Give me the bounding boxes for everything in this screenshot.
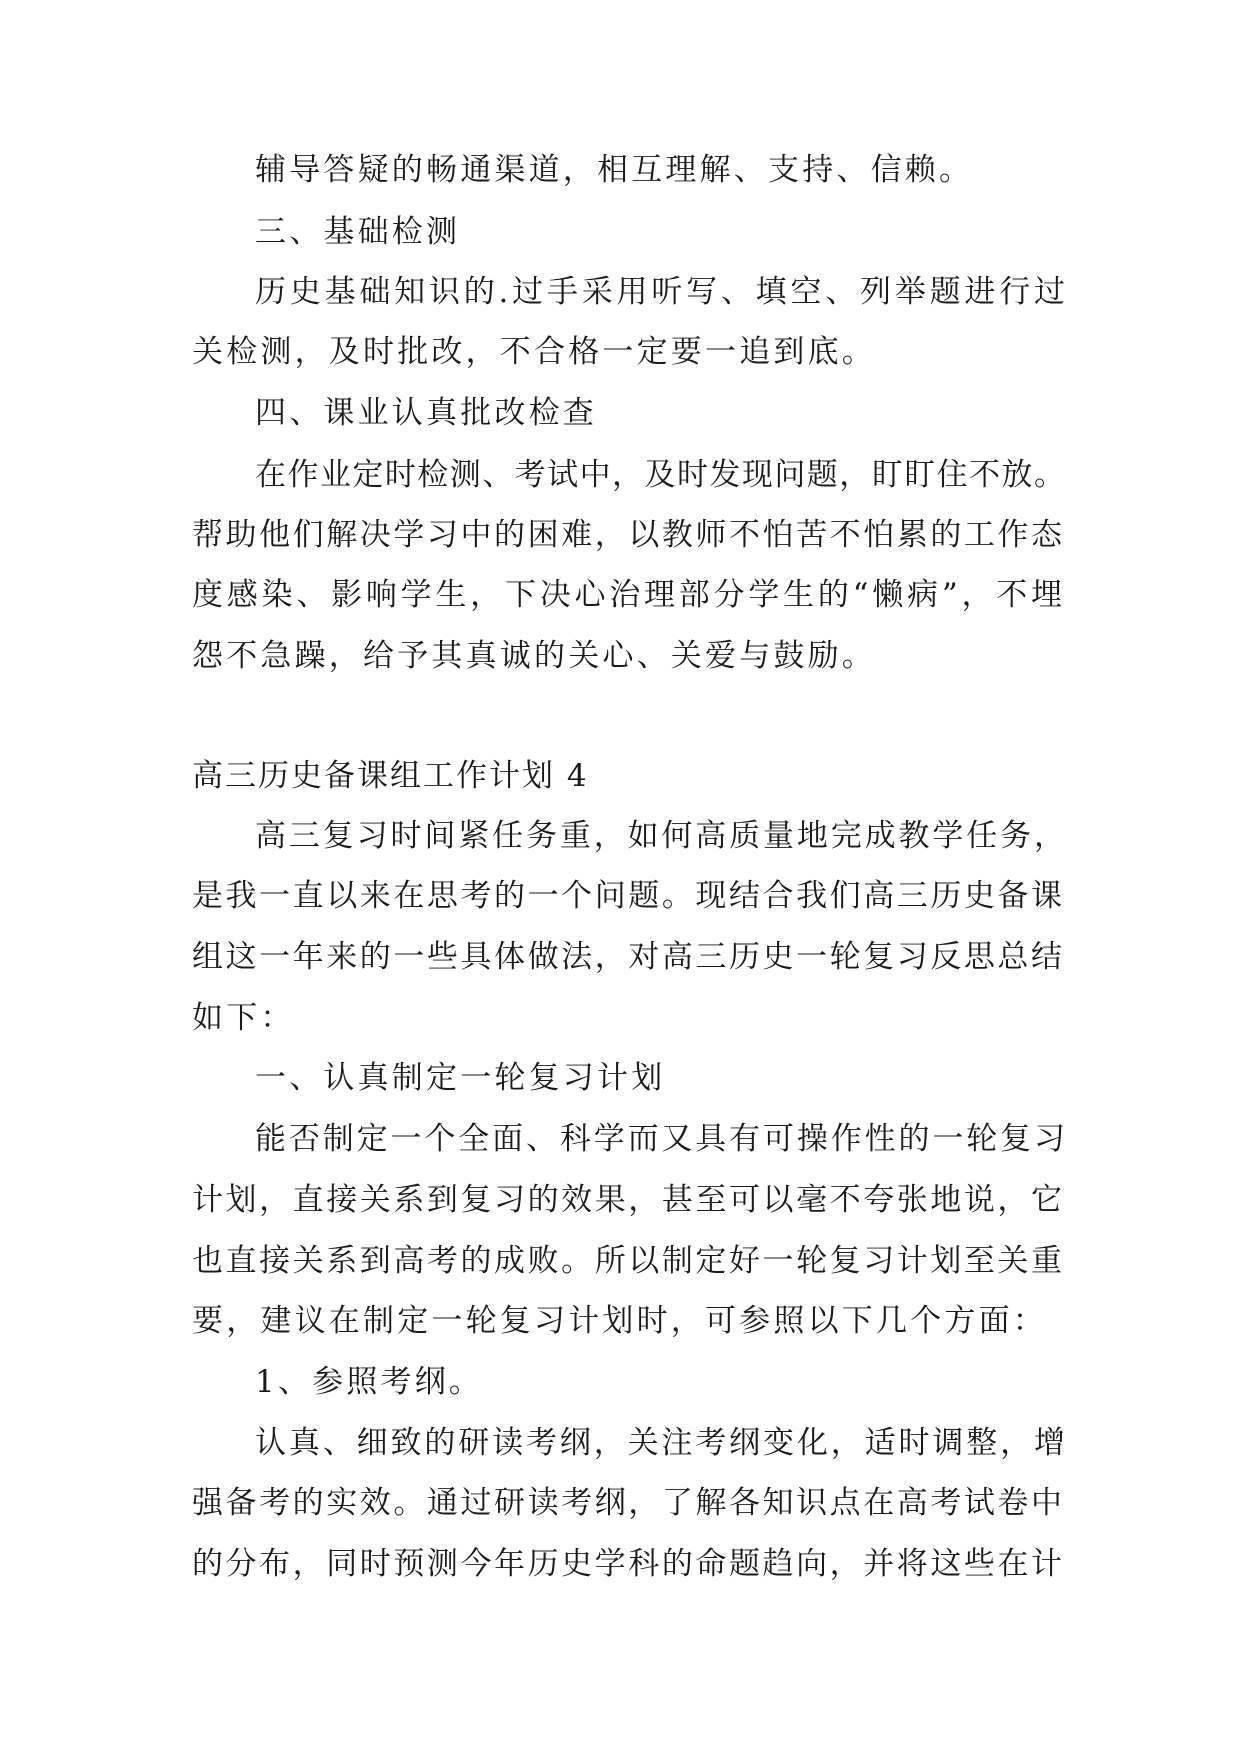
paragraph-line: 在作业定时检测、考试中，及时发现问题，盯盯住不放。 xyxy=(255,457,1065,493)
paragraph-line: 要，建议在制定一轮复习计划时，可参照以下几个方面： xyxy=(192,1303,1047,1339)
paragraph-line: 认真、细致的研读考纲，关注考纲变化，适时调整，增 xyxy=(255,1425,1065,1461)
paragraph-line: 度感染、影响学生，下决心治理部分学生的“懒病”，不埋 xyxy=(192,577,1062,613)
paragraph-line: 的分布，同时预测今年历史学科的命题趋向，并将这些在计 xyxy=(192,1546,1062,1582)
paragraph-line: 关检测，及时批改，不合格一定要一追到底。 xyxy=(192,334,876,370)
paragraph-line: 帮助他们解决学习中的困难，以教师不怕苦不怕累的工作态 xyxy=(192,517,1062,553)
paragraph-line: 能否制定一个全面、科学而又具有可操作性的一轮复习 xyxy=(255,1121,1065,1157)
paragraph-line: 强备考的实效。通过研读考纲，了解各知识点在高考试卷中 xyxy=(192,1485,1062,1521)
list-item: 1、参照考纲。 xyxy=(255,1364,484,1400)
section-heading: 三、基础检测 xyxy=(255,214,461,250)
section-heading: 四、课业认真批改检查 xyxy=(255,395,597,431)
paragraph-line: 也直接关系到高考的成败。所以制定好一轮复习计划至关重 xyxy=(192,1243,1062,1279)
paragraph-line: 高三复习时间紧任务重，如何高质量地完成教学任务， xyxy=(255,818,1065,854)
paragraph-line: 怨不急躁，给予其真诚的关心、关爱与鼓励。 xyxy=(192,638,876,674)
paragraph-line: 计划，直接关系到复习的效果，甚至可以毫不夸张地说，它 xyxy=(192,1182,1062,1218)
document-title: 高三历史备课组工作计划 4 xyxy=(192,758,589,794)
paragraph-line: 辅导答疑的畅通渠道，相互理解、支持、信赖。 xyxy=(255,152,974,188)
section-heading: 一、认真制定一轮复习计划 xyxy=(255,1060,666,1096)
paragraph-line: 组这一年来的一些具体做法，对高三历史一轮复习反思总结 xyxy=(192,939,1062,975)
paragraph-line: 历史基础知识的.过手采用听写、填空、列举题进行过 xyxy=(255,274,1065,310)
paragraph-line: 如下： xyxy=(192,1000,295,1036)
paragraph-line: 是我一直以来在思考的一个问题。现结合我们高三历史备课 xyxy=(192,878,1062,914)
